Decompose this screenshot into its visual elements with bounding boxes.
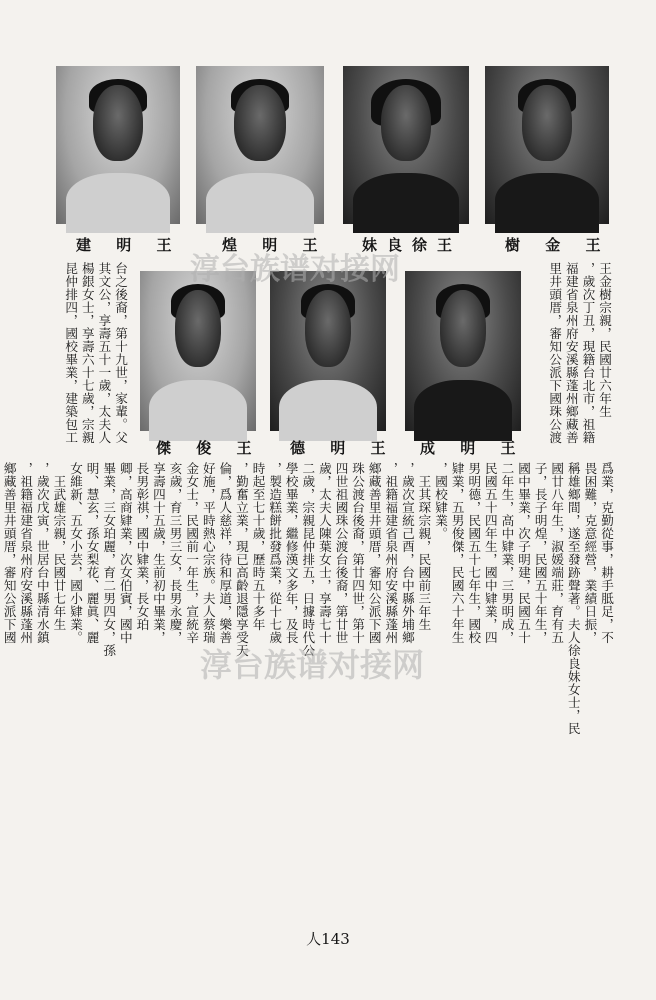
portrait-wang-mingjian bbox=[56, 66, 180, 224]
portrait-wang-junjie bbox=[140, 271, 256, 431]
portrait-wang-xu-liangmei bbox=[343, 66, 469, 224]
text-block-right: 王金樹宗親，民國廿六年生 ，歲次丁丑，現籍台北市，祖籍 福建省泉州府安溪縣蓬州鄉藏善 里井頭厝，審知公派下國珠公渡 bbox=[547, 262, 612, 444]
text-block-bottom: 爲業，克勤從事，耕手胝足，不 畏困難，克意經營，業績日振， 稱雄鄉間，遂至發跡聲著。夫人徐良妹女士，民 國廿八年生，淑媛端莊，育有五 子，長子明煌，民國五十年生， 國中畢業，次子明建，民國五十 二年生，高中肄業，三男明成， 民國五十四年生，國中肄業，四 男明德，民國五十七年生，國校 肄業，五男俊傑，民國六十年生 ，國校肄業。 王其琛宗親，民國前三年生 ，歲次宣統己酉，台中縣外埔鄉 ，祖籍福建省泉州府安溪縣蓬州 鄉藏善里井頭厝，審知公派下國 珠公渡台後裔，第廿四世，第十 四世祖國珠公渡台後裔，第廿世 歲，太夫人陳葉女士，享壽七十 二歲，宗親昆仲排五，日據時代公 學校畢業，繼修漢文多年，及長 ，製造糕餅批發爲業，從十七歲 時起至七十歲，歷時五十多年 ，勤奮立業，現已高齡退隱享受天 倫，爲人慈祥，待和厚道，樂善 好施，平時熱心宗族。夫人蔡瑞 金女士，民國前一年生，宣統辛 亥歲，育三男三女，長男永慶， 享壽四十五歲，生前初中畢業， 長男彰祺，國中肄業，長女珀 卿，高商肄業，次女伯賓，國中 畢業，三女珀麗，育二男四女，孫 明、慧玄，孫女梨花、麗眞、麗 女維新、五女小芸，國小肄業。 王武雄宗親，民國廿七年生 ，歲次戊寅，世居台中縣清水鎮 ，祖籍福建省泉州府安溪縣蓬州 鄉藏善里井頭厝，審知公派下國 bbox=[1, 462, 614, 735]
caption-wang-mingcheng: 成 明 王 bbox=[420, 439, 526, 457]
page-number: 人143 bbox=[306, 930, 350, 948]
watermark-middle: 淳台族谱对接网 bbox=[200, 646, 425, 684]
caption-wang-xu-liangmei: 妹良徐王 bbox=[362, 236, 463, 254]
portrait-wang-mingcheng bbox=[405, 271, 521, 431]
caption-wang-mingjian: 建 明 王 bbox=[76, 236, 182, 254]
text-block-left: 台之後裔，第十九世，家輩。父 其文公，享壽五十一歲，太夫人 楊銀女士，享壽六十七歲，宗親 昆仲排四，國校畢業，建築包工 bbox=[63, 262, 128, 444]
portrait-wang-mingde bbox=[270, 271, 386, 431]
caption-wang-mingde: 德 明 王 bbox=[290, 439, 396, 457]
caption-wang-junjie: 傑 俊 王 bbox=[156, 439, 262, 457]
portrait-wang-minghuang bbox=[196, 66, 324, 224]
caption-wang-minghuang: 煌 明 王 bbox=[222, 236, 328, 254]
watermark-top: 淳台族谱对接网 bbox=[190, 252, 400, 287]
caption-wang-jinshu: 樹 金 王 bbox=[505, 236, 611, 254]
portrait-wang-jinshu bbox=[485, 66, 609, 224]
